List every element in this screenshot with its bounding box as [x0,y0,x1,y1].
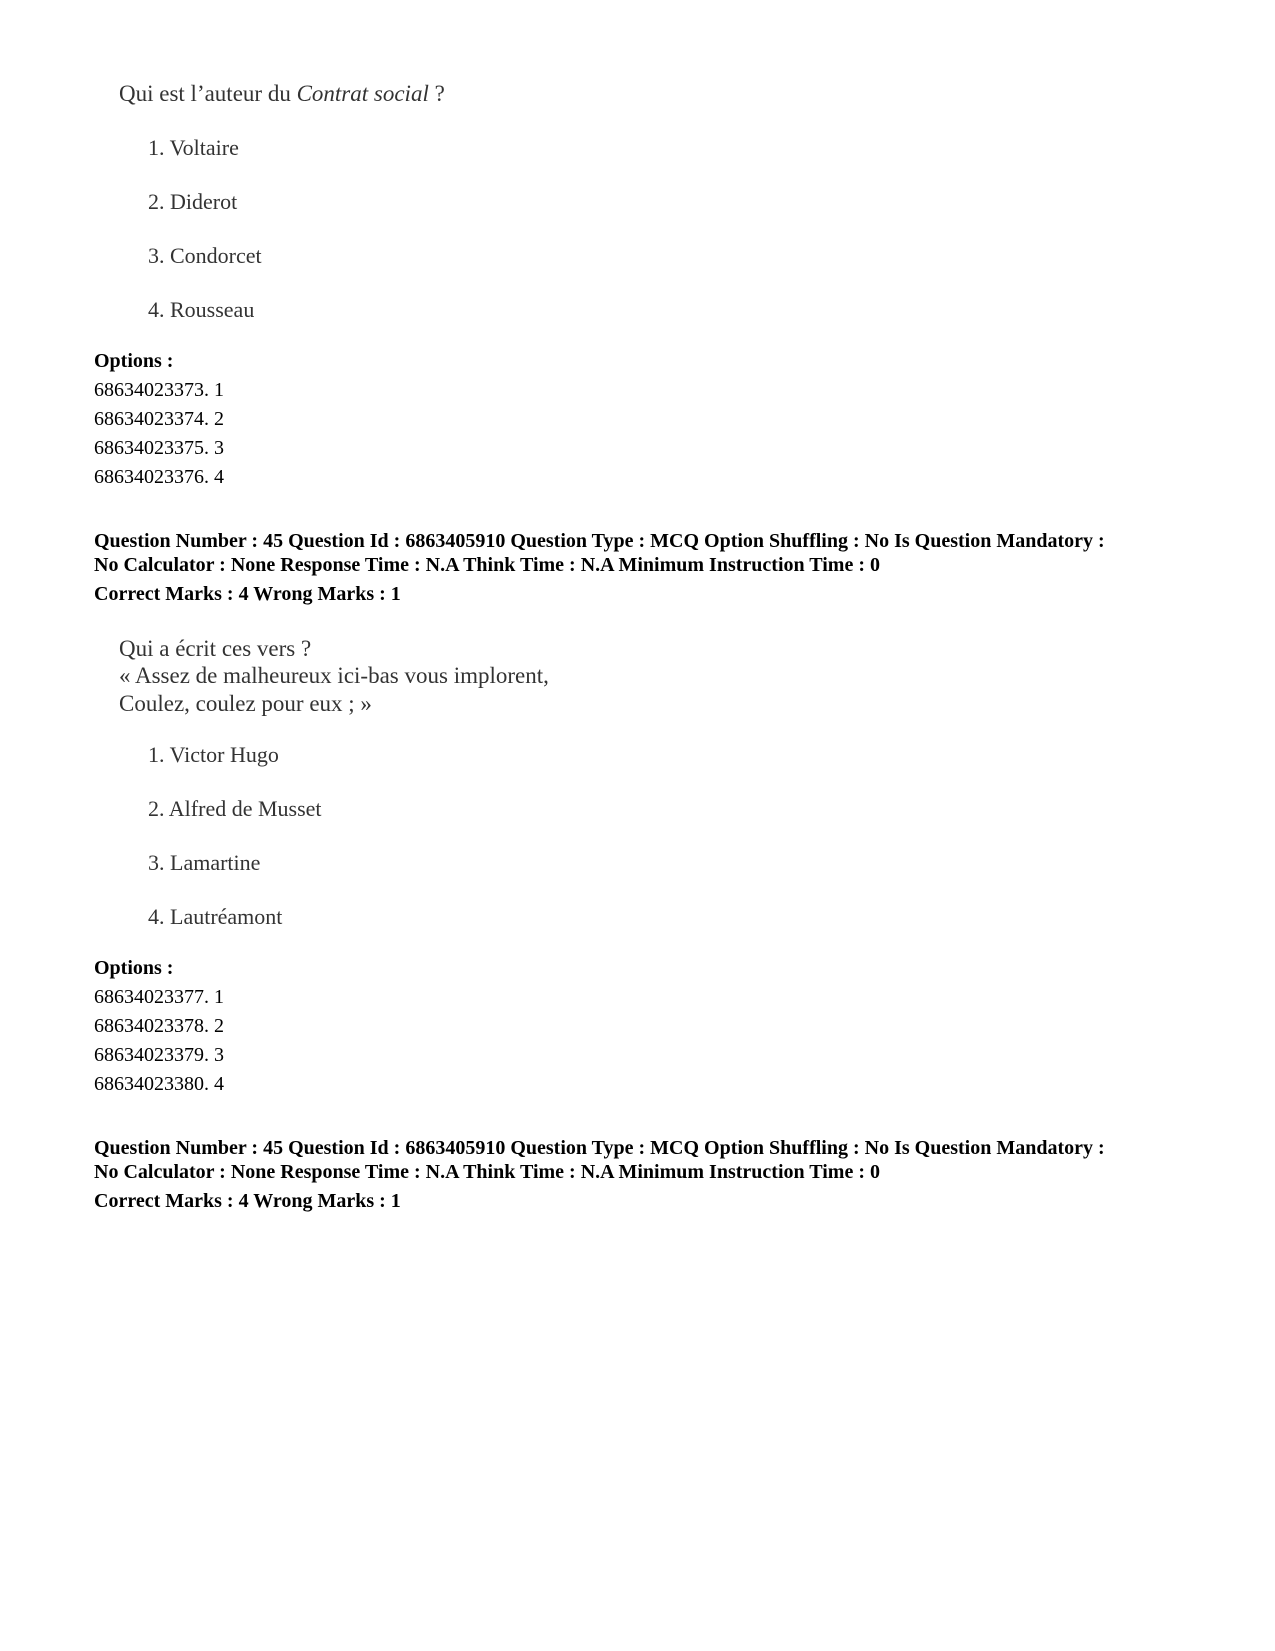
question-2-text-line-1: Qui a écrit ces vers ? [119,636,312,661]
question-2-choice-2: 2. Alfred de Musset [148,796,322,821]
question-1-text [119,80,445,108]
question-2-meta-line-1: Question Number : 45 Question Id : 6863405910 Question Type : MCQ Option Shuffling : No Is Question Mandatory : [94,530,1105,552]
question-2-text-line-2: « Assez de malheureux ici-bas vous implorent, [119,663,549,688]
question-2-text-line-3: Coulez, coulez pour eux ; » [119,691,372,716]
question-1-suffix: ? [428,81,445,106]
question-2-choice-3: 3. Lamartine [148,850,261,875]
question-1-prefix: Qui est l’auteur du [119,81,297,106]
question-1-option-4: 68634023376. 4 [94,466,224,488]
question-1-option-1: 68634023373. 1 [94,379,224,401]
question-2-option-2: 68634023378. 2 [94,1015,224,1037]
question-3-marks: Correct Marks : 4 Wrong Marks : 1 [94,1190,401,1212]
question-1-option-3: 68634023375. 3 [94,437,224,459]
question-1-choice-1: 1. Voltaire [148,135,239,160]
question-1-option-2: 68634023374. 2 [94,408,224,430]
question-1-options-label: Options : [94,350,174,372]
question-2-option-1: 68634023377. 1 [94,986,224,1008]
question-2-meta-line-2: No Calculator : None Response Time : N.A Think Time : N.A Minimum Instruction Time : 0 [94,554,880,576]
question-1-italic-title: Contrat social [296,81,429,106]
question-3-meta-line-1: Question Number : 45 Question Id : 6863405910 Question Type : MCQ Option Shuffling : No Is Question Mandatory : [94,1137,1105,1159]
question-2-option-4: 68634023380. 4 [94,1073,224,1095]
question-1-choice-4: 4. Rousseau [148,297,255,322]
question-1-choice-2: 2. Diderot [148,189,238,214]
question-2-choice-4: 4. Lautréamont [148,904,283,929]
question-2-choice-1: 1. Victor Hugo [148,742,279,767]
question-1-choice-3: 3. Condorcet [148,243,262,268]
question-2-options-label: Options : [94,957,174,979]
question-2-marks: Correct Marks : 4 Wrong Marks : 1 [94,583,401,605]
question-2-option-3: 68634023379. 3 [94,1044,224,1066]
question-3-meta-line-2: No Calculator : None Response Time : N.A Think Time : N.A Minimum Instruction Time : 0 [94,1161,880,1183]
